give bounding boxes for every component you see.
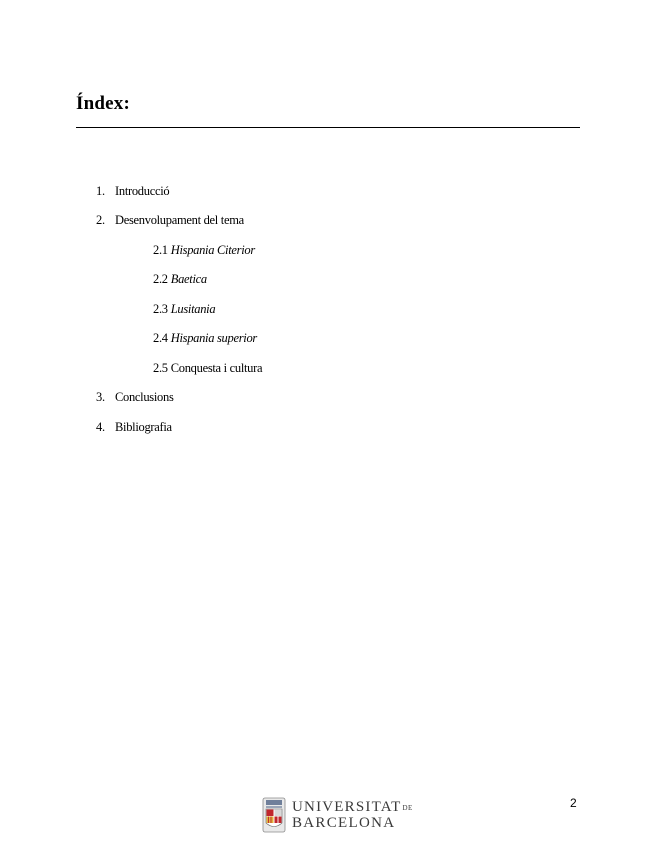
toc-subitem [153,243,255,258]
toc-item-number: 1. [96,184,105,198]
toc-subitem-number: 2.2 [153,272,168,286]
index-heading: Índex: [76,93,130,114]
toc-subitem-number: 2.4 [153,331,168,345]
logo-de-text: DE [402,804,413,812]
toc-subitem [153,302,215,317]
logo-text-line1 [292,799,413,816]
toc-item-desenvolupament [96,213,244,228]
toc-subitem-title: Hispania Citerior [170,243,255,257]
toc-item-number: 2. [96,213,105,227]
toc-subitem-number: 2.5 [153,361,168,375]
logo-university-text: UNIVERSITAT [292,799,402,815]
university-logo [262,797,413,837]
page-number: 2 [570,796,577,810]
toc-subitem-number: 2.1 [153,243,168,257]
toc-item-title: Conclusions [115,390,174,404]
toc-item-conclusions [96,390,174,405]
toc-subitem [153,361,262,376]
toc-subitem [153,331,257,346]
toc-item-number: 4. [96,420,105,434]
toc-item-introduccio [96,184,169,199]
toc-item-title: Desenvolupament del tema [115,213,244,227]
toc-subitem-title: Baetica [170,272,207,286]
toc-subitem-title: Hispania superior [170,331,257,345]
toc-item-title: Bibliografia [115,420,172,434]
toc-subitem [153,272,207,287]
toc-item-bibliografia [96,420,172,435]
heading-divider [76,127,580,128]
logo-text-line2: BARCELONA [292,815,396,831]
university-seal-icon [262,797,286,833]
toc-subitem-number: 2.3 [153,302,168,316]
toc-subitem-title: Lusitania [170,302,216,316]
toc-item-number: 3. [96,390,105,404]
toc-subitem-title: Conquesta i cultura [170,361,263,375]
toc-item-title: Introducció [115,184,170,198]
